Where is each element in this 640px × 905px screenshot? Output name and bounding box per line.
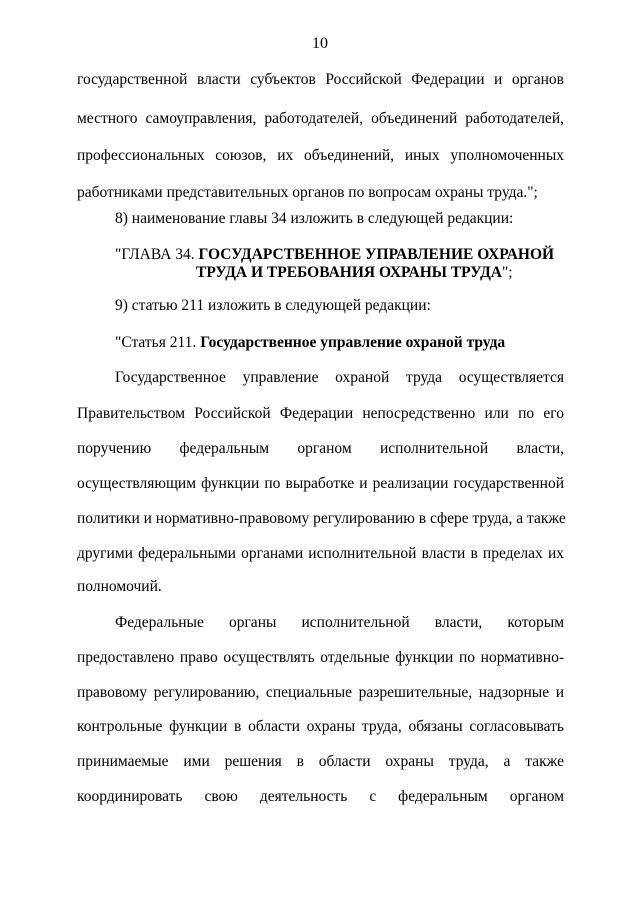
text-line: местного самоуправления, работодателей, объединений работодателей,	[77, 110, 564, 127]
text-line: другими федеральными органами исполнительной власти в пределах их	[77, 545, 564, 562]
text-line: координировать свою деятельность с федеральным органом	[77, 788, 564, 805]
text-line: контрольные функции в области охраны труда, обязаны согласовывать	[77, 718, 564, 735]
chapter-heading-title: ГОСУДАРСТВЕННОЕ УПРАВЛЕНИЕ ОХРАНОЙ	[198, 246, 555, 263]
text-line: предоставлено право осуществлять отдельные функции по нормативно-	[77, 649, 564, 666]
text-line: работниками представительных органов по вопросам охраны труда.";	[77, 184, 538, 201]
page-number: 10	[312, 35, 328, 52]
chapter-heading-prefix: "ГЛАВА 34.	[115, 246, 199, 263]
text-line: 8) наименование главы 34 изложить в следующей редакции:	[115, 210, 514, 227]
text-line: Государственное управление охраной труда осуществляется	[115, 369, 564, 386]
article-heading	[115, 333, 564, 353]
text-line: полномочий.	[77, 578, 162, 595]
text-line: государственной власти субъектов Российской Федерации и органов	[77, 71, 564, 88]
chapter-heading-continuation	[196, 263, 564, 283]
chapter-heading-suffix: ";	[501, 264, 513, 281]
text-line: 9) статью 211 изложить в следующей редакции:	[115, 297, 431, 314]
article-heading-title: Государственное управление охраной труда	[200, 334, 506, 351]
text-line: принимаемые ими решения в области охраны труда, а также	[77, 753, 564, 770]
text-line: правовому регулированию, специальные разрешительные, надзорные и	[77, 684, 564, 701]
chapter-heading-title-cont: ТРУДА И ТРЕБОВАНИЯ ОХРАНЫ ТРУДА	[196, 264, 502, 281]
text-line: Федеральные органы исполнительной власти, которым	[115, 614, 564, 631]
text-line: политики и нормативно-правовому регулированию в сфере труда, а также	[77, 510, 566, 527]
text-line: профессиональных союзов, их объединений, иных уполномоченных	[77, 147, 564, 164]
chapter-heading	[115, 245, 564, 265]
text-line: осуществляющим функции по выработке и реализации государственной	[77, 475, 564, 492]
text-line: поручению федеральным органом исполнительной власти,	[77, 440, 564, 457]
text-line: Правительством Российской Федерации непосредственно или по его	[77, 405, 564, 422]
article-heading-prefix: "Статья 211.	[115, 334, 201, 351]
